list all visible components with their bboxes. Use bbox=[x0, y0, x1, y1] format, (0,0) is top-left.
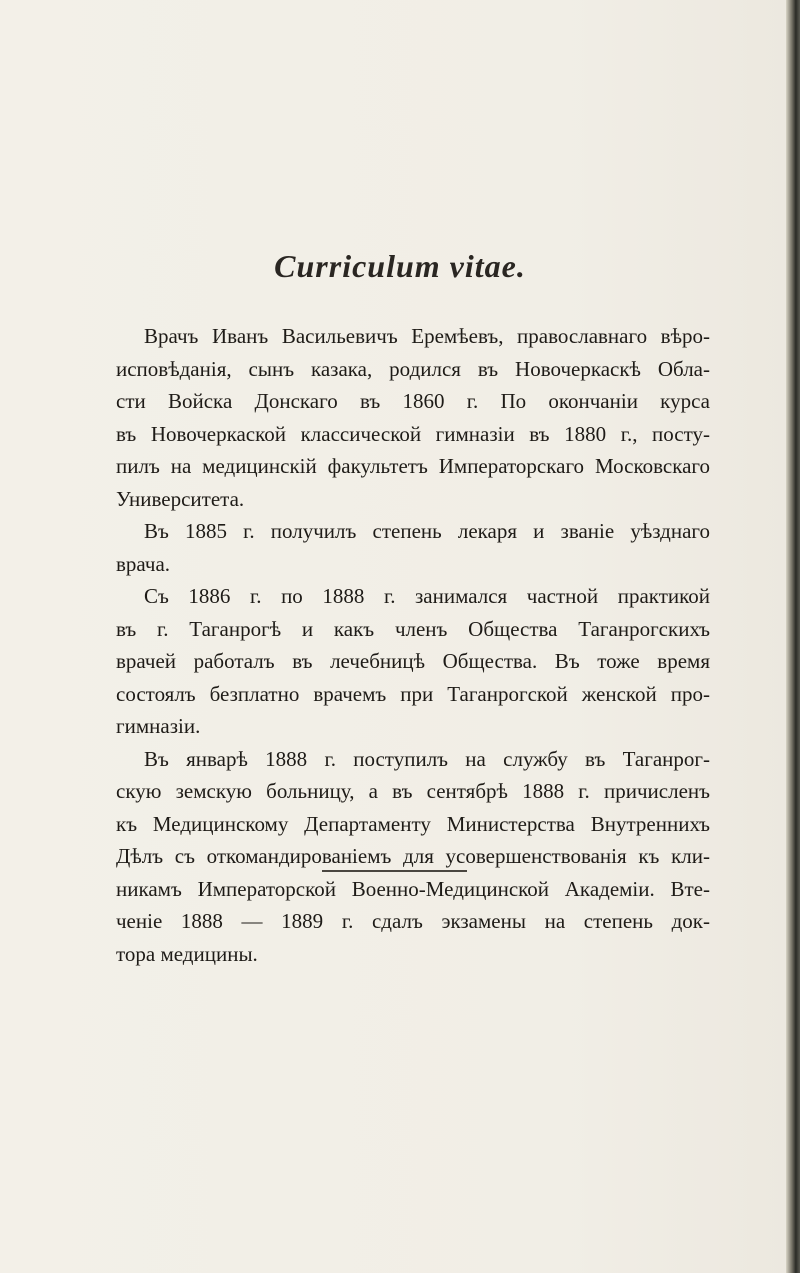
binding-edge bbox=[786, 0, 800, 1273]
text-line: Дѣлъ съ откомандированіемъ для усовершенствованія къ кли- bbox=[116, 844, 710, 868]
text-line: ченіе 1888 — 1889 г. сдалъ экзамены на степень док- bbox=[116, 909, 710, 933]
text-line: Врачъ Иванъ Васильевичъ Еремѣевъ, православнаго вѣро- bbox=[144, 324, 710, 348]
text-line: никамъ Императорской Военно-Медицинской Академіи. Вте- bbox=[116, 876, 710, 901]
text-line: врача. bbox=[116, 551, 171, 576]
text-line: въ г. Таганрогѣ и какъ членъ Общества Таганрогскихъ bbox=[116, 616, 710, 641]
text-line: Въ январѣ 1888 г. поступилъ на службу въ Таганрог- bbox=[144, 746, 710, 771]
text-line: пилъ на медицинскій факультетъ Императорскаго Московскаго bbox=[116, 454, 710, 478]
text-line: въ Новочеркаской классической гимназіи въ 1880 г., посту- bbox=[116, 421, 710, 446]
closing-rule bbox=[322, 870, 467, 872]
text-line: Университета. bbox=[116, 486, 245, 511]
text-line: врачей работалъ въ лечебницѣ Общества. Въ тоже время bbox=[116, 649, 710, 673]
text-line: къ Медицинскому Департаменту Министерства Внутреннихъ bbox=[116, 811, 710, 836]
paragraph-4 bbox=[116, 743, 710, 971]
paragraph-1 bbox=[116, 320, 710, 515]
text-line: тора медицины. bbox=[116, 941, 258, 966]
document-body bbox=[116, 320, 710, 970]
text-line: Съ 1886 г. по 1888 г. занимался частной практикой bbox=[144, 584, 710, 608]
text-line: состоялъ безплатно врачемъ при Таганрогской женской про- bbox=[116, 681, 710, 706]
document-title: Curriculum vitae. bbox=[274, 248, 526, 284]
text-line: гимназіи. bbox=[116, 714, 201, 738]
text-line: сти Войска Донскаго въ 1860 г. По окончаніи курса bbox=[116, 389, 710, 413]
paragraph-2 bbox=[116, 515, 710, 580]
text-line: Въ 1885 г. получилъ степень лекаря и званіе уѣзднаго bbox=[144, 519, 710, 543]
text-line: исповѣданія, сынъ казака, родился въ Новочеркаскѣ Обла- bbox=[116, 356, 710, 381]
paragraph-3 bbox=[116, 580, 710, 743]
text-line: скую земскую больницу, а въ сентябрѣ 1888 г. причисленъ bbox=[116, 779, 710, 803]
